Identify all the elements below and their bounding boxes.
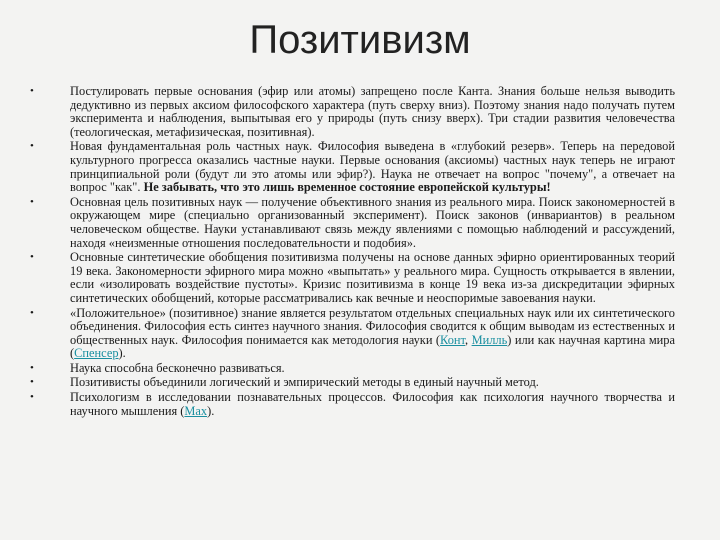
item-text: Основные синтетические обобщения позитивизма получены на основе данных эфирно ориентированных теорий 19 века. Закономерности эфирного мира можно «выпытать» у реального мира. Сущность открывается в явлении, если «изолировать воздействие пустоты». Кризис позитивизма в конце 19 века из-за дискредитации эфирных синтетических обобщений, которые рассматривались как вечные и неоспоримые завоевания науки. xyxy=(70,250,675,305)
bullet-icon: • xyxy=(30,195,34,208)
item-text: Наука способна бесконечно развиваться. xyxy=(70,360,285,375)
item-text: ) или как научная картина мира ( xyxy=(70,332,675,361)
item-text: , xyxy=(465,332,472,347)
item-text: Новая фундаментальная роль частных наук. Философия выведена в «глубокий резерв». Теперь на передовой культурного прогресса оказались частные науки. Первые основания (аксиомы) частных наук теперь не играют принципиальной роли (будут ли это атомы или эфир?). Наука не отвечает на вопрос "почему", а отвечает на вопрос "как". xyxy=(70,139,675,195)
item-text: Основная цель позитивных наук — получение объективного знания из реального мира. Поиск закономерностей в окружающем мире (специально организованный эксперимент). Поиск законов (инвариантов) в реальном человеческом обществе. Науки устанавливают связь между явлениями с помощью наблюдений и рассуждений, находя «неизменные отношения последовательности и подобия». xyxy=(70,194,675,250)
link-mill[interactable]: Милль xyxy=(471,332,508,347)
list-item xyxy=(30,251,675,305)
link-mach[interactable]: Мах xyxy=(184,403,208,418)
item-text: ). xyxy=(207,403,215,418)
item-bold-text: Не забывать, что это лишь временное состояние европейской культуры! xyxy=(143,180,551,195)
list-item xyxy=(30,391,675,418)
bullet-icon: • xyxy=(30,391,34,404)
bullet-list xyxy=(30,85,675,419)
bullet-icon: • xyxy=(30,140,34,153)
list-item xyxy=(30,362,675,376)
item-text: Позитивисты объединили логический и эмпирический методы в единый научный метод. xyxy=(70,375,539,390)
bullet-icon: • xyxy=(30,251,34,264)
item-text: ). xyxy=(118,346,126,361)
item-text: «Положительное» (позитивное) знание является результатом отдельных специальных наук или их синтетического объединения. Философия есть синтез научного знания. Философия сводится к общим выводам из естественных и общественных наук. Философия понимается как методология науки ( xyxy=(70,305,675,347)
list-item xyxy=(30,376,675,390)
link-comte[interactable]: Конт xyxy=(440,332,466,347)
item-text: Психологизм в исследовании познавательных процессов. Философия как психология научного творчества и научного мышления ( xyxy=(70,390,675,418)
bullet-icon: • xyxy=(30,85,34,97)
bullet-icon: • xyxy=(30,306,34,319)
list-item xyxy=(30,85,675,139)
link-spencer[interactable]: Спенсер xyxy=(74,346,119,361)
item-text: Постулировать первые основания (эфир или атомы) запрещено после Канта. Знания больше нельзя выводить дедуктивно из первых аксиом философского характера (путь сверху вниз). Поэтому знания надо получать путем эксперимента и наблюдения, выпытывая его у природы (путь снизу вверх). Три стадии развития человечества (теологическая, метафизическая, позитивная). xyxy=(70,84,675,139)
list-item xyxy=(30,307,675,361)
list-item xyxy=(30,196,675,250)
slide-title: Позитивизм xyxy=(249,18,471,62)
list-item xyxy=(30,140,675,194)
bullet-icon: • xyxy=(30,376,34,389)
bullet-icon: • xyxy=(30,361,34,374)
